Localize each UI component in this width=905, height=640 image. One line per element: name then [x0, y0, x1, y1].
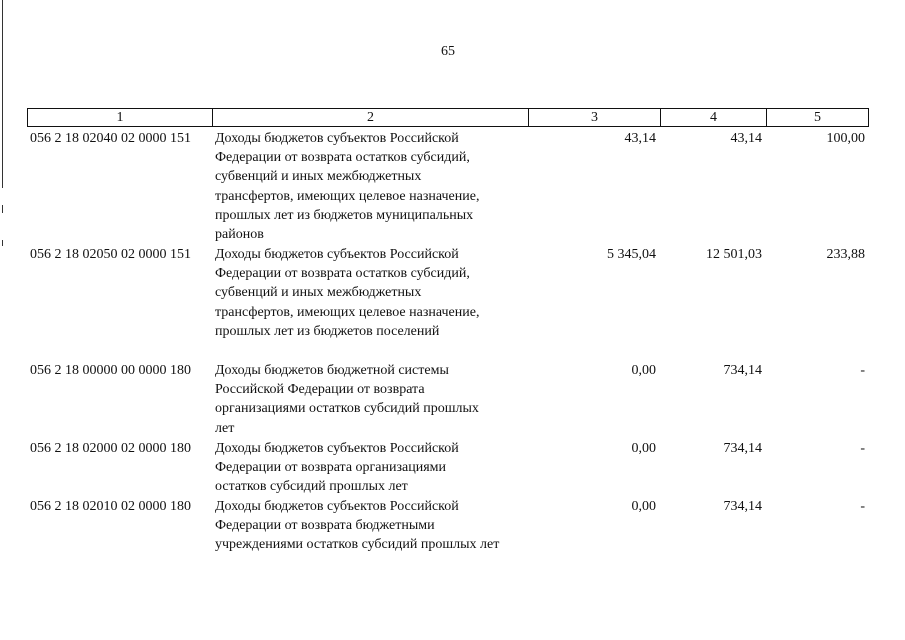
budget-code: 056 2 18 02000 02 0000 180	[30, 441, 191, 456]
table-header	[27, 108, 869, 127]
description-line: Доходы бюджетов субъектов Российской	[215, 499, 459, 514]
description-line: Доходы бюджетов бюджетной системы	[215, 363, 449, 378]
row-description	[212, 361, 528, 438]
description-line: Федерации от возврата бюджетными	[215, 518, 435, 534]
budget-code: 056 2 18 00000 00 0000 180	[30, 363, 191, 378]
value-col-5: 233,88	[826, 247, 865, 262]
description-line: остатков субсидий прошлых лет	[215, 479, 408, 495]
value-col-5: -	[860, 499, 865, 514]
description-line: трансфертов, имеющих целевое назначение,	[215, 304, 480, 320]
value-col-3: 0,00	[631, 441, 656, 456]
description-line: учреждениями остатков субсидий прошлых лет	[215, 537, 500, 553]
description-line: Федерации от возврата остатков субсидий,	[215, 266, 470, 282]
value-col-5: -	[860, 363, 865, 378]
value-col-3: 0,00	[631, 499, 656, 514]
description-line: Доходы бюджетов субъектов Российской	[215, 131, 459, 146]
description-line: организациями остатков субсидий прошлых	[215, 401, 479, 417]
value-col-4: 734,14	[723, 363, 762, 378]
table-row	[27, 245, 869, 341]
row-description	[212, 439, 528, 497]
scan-edge-mark	[2, 240, 3, 246]
description-line: прошлых лет из бюджетов муниципальных	[215, 207, 474, 223]
table-row	[27, 497, 869, 555]
header-col-5: 5	[814, 110, 821, 125]
description-line: Доходы бюджетов субъектов Российской	[215, 441, 459, 456]
header-col-3: 3	[529, 109, 661, 126]
description-line: лет	[215, 420, 235, 436]
value-col-5: -	[860, 441, 865, 456]
header-col-1: 1	[28, 109, 213, 126]
row-description	[212, 129, 528, 244]
description-line: прошлых лет из бюджетов поселений	[215, 323, 440, 339]
value-col-4: 43,14	[730, 131, 762, 146]
page-number: 65	[441, 44, 455, 59]
value-col-3: 5 345,04	[607, 247, 656, 262]
budget-code: 056 2 18 02010 02 0000 180	[30, 499, 191, 514]
budget-code: 056 2 18 02040 02 0000 151	[30, 131, 191, 146]
table-row	[27, 361, 869, 438]
value-col-4: 734,14	[723, 499, 762, 514]
value-col-4: 12 501,03	[706, 247, 762, 262]
description-line: трансфертов, имеющих целевое назначение,	[215, 188, 480, 204]
description-line: Доходы бюджетов субъектов Российской	[215, 247, 459, 262]
row-description	[212, 245, 528, 341]
row-description	[212, 497, 528, 555]
table-row	[27, 439, 869, 497]
scan-edge-line	[2, 0, 3, 188]
header-col-4: 4	[661, 109, 767, 126]
value-col-5: 100,00	[826, 131, 865, 146]
table-row	[27, 129, 869, 244]
description-line: Федерации от возврата остатков субсидий,	[215, 150, 470, 166]
value-col-4: 734,14	[723, 441, 762, 456]
description-line: Российской Федерации от возврата	[215, 382, 425, 398]
value-col-3: 0,00	[631, 363, 656, 378]
budget-code: 056 2 18 02050 02 0000 151	[30, 247, 191, 262]
header-col-2: 2	[213, 109, 529, 126]
description-line: субвенций и иных межбюджетных	[215, 169, 422, 185]
description-line: Федерации от возврата организациями	[215, 460, 447, 476]
scan-edge-mark	[2, 205, 3, 213]
value-col-3: 43,14	[624, 131, 656, 146]
description-line: субвенций и иных межбюджетных	[215, 285, 422, 301]
description-line: районов	[215, 227, 264, 243]
